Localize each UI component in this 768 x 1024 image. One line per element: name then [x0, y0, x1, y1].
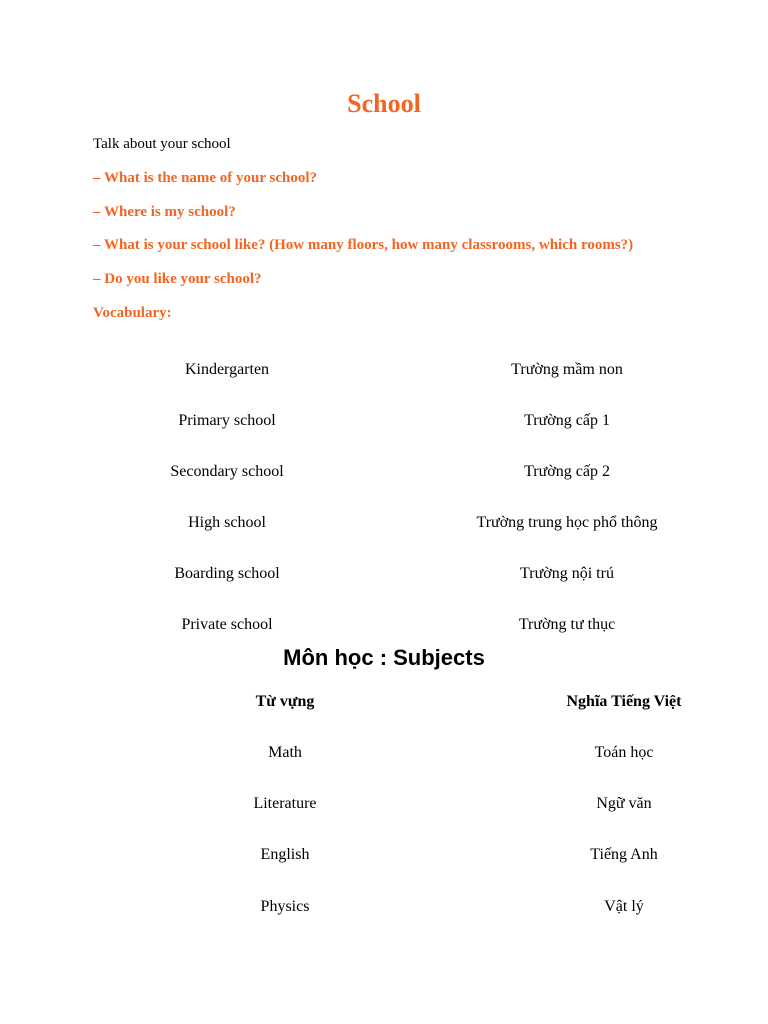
subject-vietnamese: Tiếng Anh	[590, 846, 658, 863]
subjects-row	[0, 794, 768, 814]
vocabulary-label: Vocabulary:	[93, 305, 172, 321]
intro-text: Talk about your school	[93, 136, 231, 152]
vocabulary-english: High school	[188, 514, 266, 531]
subjects-row	[0, 743, 768, 763]
question-school-location: – Where is my school?	[93, 204, 236, 220]
subject-vietnamese: Vật lý	[604, 898, 644, 915]
subjects-row	[0, 897, 768, 917]
subjects-table-header	[0, 692, 768, 712]
subjects-header-english: Từ vựng	[255, 693, 315, 710]
vocabulary-english: Private school	[181, 616, 273, 633]
vocabulary-vietnamese: Trường tư thục	[518, 616, 616, 633]
subject-vietnamese: Ngữ văn	[596, 795, 652, 812]
question-like-school: – Do you like your school?	[93, 271, 262, 287]
subjects-heading: Môn học : Subjects	[283, 645, 485, 670]
subjects-header-vietnamese: Nghĩa Tiếng Việt	[566, 693, 682, 710]
subject-english: Literature	[253, 795, 317, 812]
vocabulary-row	[0, 564, 768, 584]
vocabulary-vietnamese: Trường mầm non	[511, 361, 623, 378]
vocabulary-vietnamese: Trường cấp 2	[524, 463, 610, 480]
vocabulary-row	[0, 462, 768, 482]
vocabulary-english: Boarding school	[174, 565, 280, 582]
vocabulary-row	[0, 360, 768, 380]
vocabulary-vietnamese: Trường nội trú	[520, 565, 614, 582]
vocabulary-english: Kindergarten	[184, 361, 270, 378]
subjects-row	[0, 845, 768, 865]
question-school-description: – What is your school like? (How many floors, how many classrooms, which rooms?)	[93, 237, 634, 253]
subject-english: English	[260, 846, 310, 863]
vocabulary-row	[0, 411, 768, 431]
subject-vietnamese: Toán học	[594, 744, 654, 761]
vocabulary-row	[0, 513, 768, 533]
subject-english: Physics	[260, 898, 310, 915]
vocabulary-row	[0, 615, 768, 635]
vocabulary-english: Primary school	[178, 412, 276, 429]
page-title: School	[347, 89, 421, 118]
subject-english: Math	[268, 744, 302, 761]
question-school-name: – What is the name of your school?	[93, 170, 318, 186]
vocabulary-english: Secondary school	[170, 463, 284, 480]
vocabulary-vietnamese: Trường trung học phổ thông	[476, 514, 658, 531]
vocabulary-vietnamese: Trường cấp 1	[524, 412, 610, 429]
